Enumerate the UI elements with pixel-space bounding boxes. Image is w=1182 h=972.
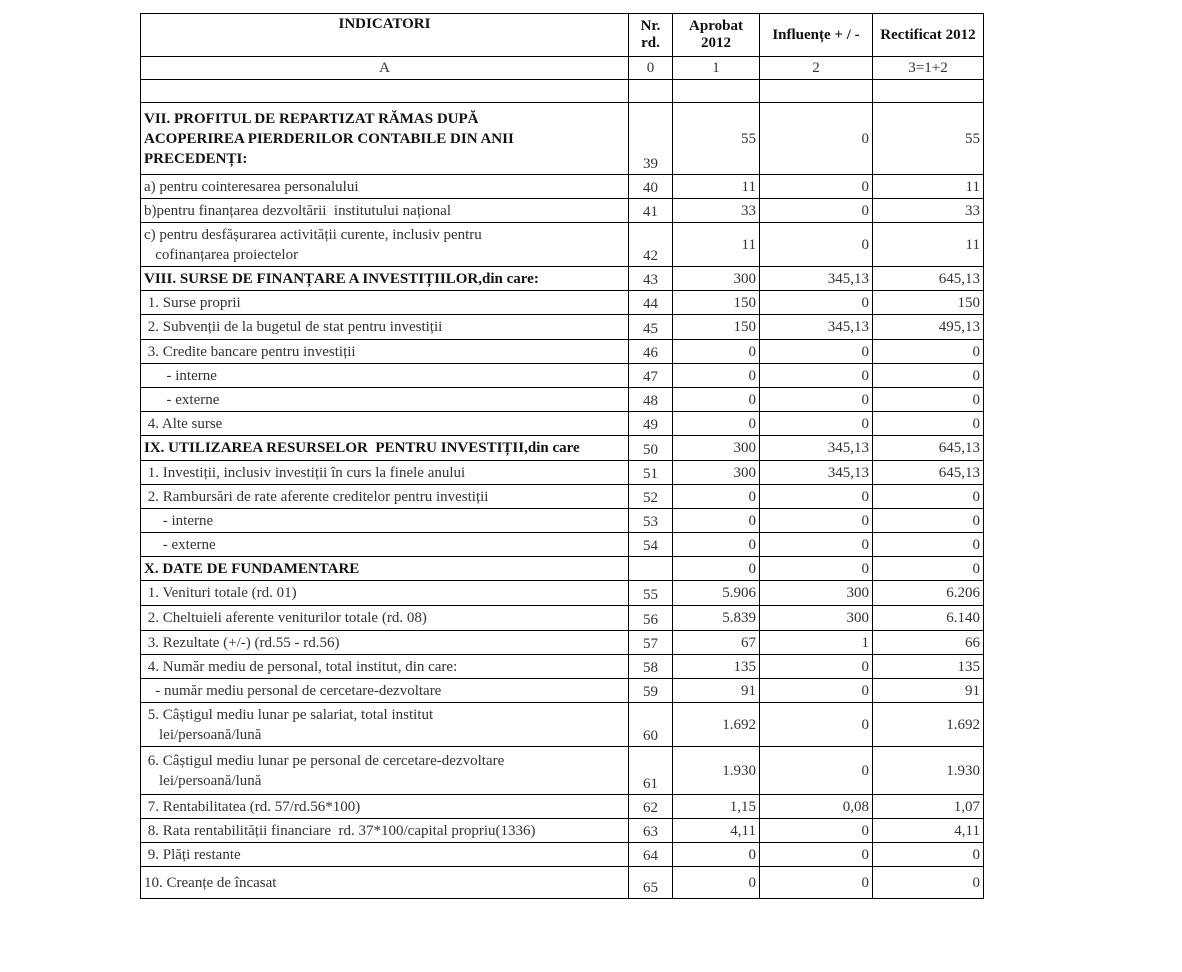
value-rectificat: 135: [873, 655, 984, 679]
indicator-label-line: 2. Cheltuieli aferente veniturilor totale (rd. 08): [144, 610, 427, 626]
table-row: [141, 340, 984, 364]
table-row: [141, 175, 984, 199]
indicator-label-line: 7. Rentabilitatea (rd. 57/rd.56*100): [144, 798, 361, 815]
financial-indicators-table: [140, 13, 984, 899]
indicator-label-line: VII. PROFITUL DE REPARTIZAT RĂMAS DUPĂ: [144, 110, 479, 127]
header-nr-line-1: Nr.: [640, 18, 661, 34]
row-number: 58: [629, 655, 673, 679]
value-aprobat: 1.692: [673, 703, 760, 747]
value-rectificat: 0: [873, 364, 984, 388]
value-influente: 0: [760, 679, 873, 703]
table-row: [141, 267, 984, 291]
value-aprobat: 0: [673, 340, 760, 364]
indicator-label-line: lei/persoană/lună: [144, 772, 262, 789]
table-row: [141, 557, 984, 581]
value-influente: 0: [760, 388, 873, 412]
value-aprobat: 5.906: [673, 581, 760, 606]
value-aprobat: 150: [673, 315, 760, 340]
value-influente: 0: [760, 509, 873, 533]
row-number: 65: [629, 867, 673, 899]
indicator-label-line: c) pentru desfășurarea activității curente, inclusiv pentru: [144, 226, 482, 243]
value-aprobat: 0: [673, 867, 760, 899]
indicator-label: [141, 606, 629, 631]
value-influente: 0: [760, 175, 873, 199]
indicator-label: [141, 199, 629, 223]
row-number: 48: [629, 388, 673, 412]
table-row: [141, 436, 984, 461]
value-aprobat: 0: [673, 412, 760, 436]
column-code-0: 0: [629, 57, 673, 80]
row-number: 50: [629, 436, 673, 461]
table-row: [141, 461, 984, 485]
indicator-label-line: a) pentru cointeresarea personalului: [144, 178, 359, 195]
spacer-cell: [629, 80, 673, 103]
value-rectificat: 150: [873, 291, 984, 315]
value-aprobat: 1,15: [673, 795, 760, 819]
indicator-label: [141, 412, 629, 436]
header-nr-rd: [629, 14, 673, 57]
column-code-3: 3=1+2: [873, 57, 984, 80]
value-influente: 345,13: [760, 461, 873, 485]
value-influente: 345,13: [760, 436, 873, 461]
value-aprobat: 1.930: [673, 747, 760, 795]
column-code-a: A: [141, 57, 629, 80]
table-row: [141, 315, 984, 340]
row-number: 43: [629, 267, 673, 291]
indicator-label-line: cofinanțarea proiectelor: [144, 246, 299, 263]
value-aprobat: 0: [673, 364, 760, 388]
indicator-label: [141, 388, 629, 412]
value-influente: 0: [760, 819, 873, 843]
value-influente: 0: [760, 364, 873, 388]
row-number: 56: [629, 606, 673, 631]
row-number: 51: [629, 461, 673, 485]
value-rectificat: 1,07: [873, 795, 984, 819]
value-rectificat: 1.692: [873, 703, 984, 747]
value-rectificat: 495,13: [873, 315, 984, 340]
value-aprobat: 0: [673, 533, 760, 557]
indicator-label-line: 1. Venituri totale (rd. 01): [144, 585, 297, 601]
indicator-label-line: 1. Investiții, inclusiv investiții în curs la finele anului: [144, 464, 466, 481]
value-aprobat: 0: [673, 388, 760, 412]
value-rectificat: 0: [873, 412, 984, 436]
row-number: 44: [629, 291, 673, 315]
indicator-label: [141, 436, 629, 461]
value-rectificat: 0: [873, 843, 984, 867]
indicator-label-line: 2. Subvenții de la bugetul de stat pentru investiții: [144, 319, 443, 335]
value-aprobat: 67: [673, 631, 760, 655]
indicator-label-line: - interne: [144, 512, 214, 529]
value-rectificat: 0: [873, 485, 984, 509]
indicator-label-line: 1. Surse proprii: [144, 294, 241, 311]
value-rectificat: 4,11: [873, 819, 984, 843]
value-rectificat: 0: [873, 388, 984, 412]
indicator-label: [141, 509, 629, 533]
table-row: [141, 795, 984, 819]
indicator-label: [141, 340, 629, 364]
indicator-label-line: 4. Alte surse: [144, 415, 223, 432]
value-rectificat: 91: [873, 679, 984, 703]
value-aprobat: 55: [673, 103, 760, 175]
indicator-label: [141, 631, 629, 655]
value-rectificat: 11: [873, 175, 984, 199]
spacer-cell: [141, 80, 629, 103]
indicator-label: [141, 485, 629, 509]
row-number: 53: [629, 509, 673, 533]
value-rectificat: 1.930: [873, 747, 984, 795]
value-aprobat: 300: [673, 436, 760, 461]
table-row: [141, 843, 984, 867]
table-row: [141, 703, 984, 747]
indicator-label-line: 3. Rezultate (+/-) (rd.55 - rd.56): [144, 634, 340, 651]
value-influente: 0: [760, 485, 873, 509]
row-number: 64: [629, 843, 673, 867]
value-influente: 0: [760, 291, 873, 315]
value-aprobat: 150: [673, 291, 760, 315]
indicator-label-line: ACOPERIREA PIERDERILOR CONTABILE DIN ANII: [144, 130, 514, 147]
row-number: 41: [629, 199, 673, 223]
value-rectificat: 0: [873, 867, 984, 899]
row-number: 60: [629, 703, 673, 747]
header-nr-line-2: rd.: [641, 35, 660, 51]
header-influente: Influențe + / -: [760, 14, 873, 57]
value-influente: 0: [760, 557, 873, 581]
indicator-label-line: X. DATE DE FUNDAMENTARE: [144, 560, 360, 577]
spacer-row: [141, 80, 984, 103]
value-aprobat: 0: [673, 485, 760, 509]
indicator-label: [141, 103, 629, 175]
value-rectificat: 33: [873, 199, 984, 223]
value-aprobat: 300: [673, 461, 760, 485]
spacer-cell: [873, 80, 984, 103]
value-influente: 0: [760, 703, 873, 747]
value-rectificat: 0: [873, 533, 984, 557]
table-row: [141, 606, 984, 631]
row-number: 46: [629, 340, 673, 364]
value-influente: 0: [760, 223, 873, 267]
indicator-label: [141, 655, 629, 679]
value-aprobat: 4,11: [673, 819, 760, 843]
table-row: [141, 533, 984, 557]
table-row: [141, 509, 984, 533]
spacer-cell: [673, 80, 760, 103]
indicator-label: [141, 315, 629, 340]
table-row: [141, 223, 984, 267]
value-aprobat: 0: [673, 557, 760, 581]
column-code-2: 2: [760, 57, 873, 80]
indicator-label: [141, 461, 629, 485]
table-row: [141, 747, 984, 795]
value-rectificat: 6.206: [873, 581, 984, 606]
table-row: [141, 291, 984, 315]
value-rectificat: 66: [873, 631, 984, 655]
value-influente: 0,08: [760, 795, 873, 819]
indicator-label-line: 8. Rata rentabilității financiare rd. 37*100/capital propriu(1336): [144, 822, 536, 839]
indicator-label-line: 9. Plăți restante: [144, 846, 241, 863]
value-rectificat: 0: [873, 509, 984, 533]
table-row: [141, 819, 984, 843]
value-influente: 1: [760, 631, 873, 655]
value-aprobat: 0: [673, 843, 760, 867]
table-row: [141, 199, 984, 223]
table-row: [141, 581, 984, 606]
spacer-cell: [760, 80, 873, 103]
indicator-label-line: - interne: [144, 367, 217, 384]
value-aprobat: 11: [673, 223, 760, 267]
indicator-label-line: VIII. SURSE DE FINANȚARE A INVESTIȚIILOR,din care:: [144, 270, 539, 287]
value-influente: 0: [760, 340, 873, 364]
row-number: 49: [629, 412, 673, 436]
indicator-label: [141, 843, 629, 867]
value-influente: 0: [760, 199, 873, 223]
indicator-label-line: 10. Creanțe de încasat: [144, 874, 277, 891]
row-number: 52: [629, 485, 673, 509]
row-number: 54: [629, 533, 673, 557]
value-rectificat: 0: [873, 340, 984, 364]
indicator-label: [141, 557, 629, 581]
table-row: [141, 412, 984, 436]
table-row: [141, 631, 984, 655]
value-rectificat: 645,13: [873, 267, 984, 291]
value-aprobat: 91: [673, 679, 760, 703]
table-row: [141, 485, 984, 509]
value-rectificat: 11: [873, 223, 984, 267]
value-influente: 300: [760, 581, 873, 606]
value-aprobat: 33: [673, 199, 760, 223]
row-number: 45: [629, 315, 673, 340]
value-aprobat: 135: [673, 655, 760, 679]
indicator-label-line: 5. Câștigul mediu lunar pe salariat, total institut: [144, 706, 434, 723]
indicator-label-line: PRECEDENȚI:: [144, 150, 248, 167]
indicator-label: [141, 364, 629, 388]
indicator-label-line: - externe: [144, 391, 220, 408]
row-number: 59: [629, 679, 673, 703]
table-row: [141, 655, 984, 679]
value-influente: 0: [760, 412, 873, 436]
value-rectificat: 0: [873, 557, 984, 581]
value-rectificat: 645,13: [873, 436, 984, 461]
value-influente: 0: [760, 867, 873, 899]
indicator-label-line: - număr mediu personal de cercetare-dezvoltare: [144, 682, 442, 699]
indicator-label-line: IX. UTILIZAREA RESURSELOR PENTRU INVESTIȚII,din care: [144, 440, 580, 456]
row-number: 57: [629, 631, 673, 655]
value-influente: 0: [760, 843, 873, 867]
indicator-label: [141, 533, 629, 557]
header-aprobat-line-1: Aprobat: [689, 18, 743, 34]
row-number: 40: [629, 175, 673, 199]
row-number: 42: [629, 223, 673, 267]
value-aprobat: 11: [673, 175, 760, 199]
row-number: 61: [629, 747, 673, 795]
column-code-row: [141, 57, 984, 80]
table-row: [141, 388, 984, 412]
row-number: [629, 557, 673, 581]
value-influente: 345,13: [760, 267, 873, 291]
table-row: [141, 867, 984, 899]
header-indicatori: INDICATORI: [141, 14, 629, 57]
row-number: 55: [629, 581, 673, 606]
value-influente: 300: [760, 606, 873, 631]
header-aprobat: [673, 14, 760, 57]
indicator-label: [141, 175, 629, 199]
indicator-label-line: - externe: [144, 536, 216, 553]
indicator-label-line: 4. Număr mediu de personal, total institut, din care:: [144, 658, 458, 675]
indicator-label-line: lei/persoană/lună: [144, 726, 262, 743]
value-influente: 345,13: [760, 315, 873, 340]
indicator-label-line: 3. Credite bancare pentru investiții: [144, 343, 356, 360]
header-rectificat: Rectificat 2012: [873, 14, 984, 57]
value-influente: 0: [760, 747, 873, 795]
indicator-label-line: 2. Rambursări de rate aferente creditelor pentru investiții: [144, 488, 489, 505]
value-aprobat: 300: [673, 267, 760, 291]
value-influente: 0: [760, 533, 873, 557]
indicator-label: [141, 747, 629, 795]
table-row: [141, 679, 984, 703]
row-number: 62: [629, 795, 673, 819]
column-code-1: 1: [673, 57, 760, 80]
value-aprobat: 0: [673, 509, 760, 533]
indicator-label: [141, 581, 629, 606]
indicator-label-line: b)pentru finanțarea dezvoltării institutului național: [144, 202, 451, 219]
header-aprobat-line-2: 2012: [701, 35, 731, 51]
value-aprobat: 5.839: [673, 606, 760, 631]
indicator-label: [141, 703, 629, 747]
header-row: [141, 14, 984, 57]
indicator-label: [141, 267, 629, 291]
value-rectificat: 645,13: [873, 461, 984, 485]
indicator-label-line: 6. Câștigul mediu lunar pe personal de cercetare-dezvoltare: [144, 752, 505, 769]
indicator-label: [141, 223, 629, 267]
indicator-label: [141, 679, 629, 703]
indicator-label: [141, 819, 629, 843]
indicator-label: [141, 795, 629, 819]
row-number: 47: [629, 364, 673, 388]
row-number: 39: [629, 103, 673, 175]
value-rectificat: 55: [873, 103, 984, 175]
indicator-label: [141, 291, 629, 315]
value-influente: 0: [760, 103, 873, 175]
row-number: 63: [629, 819, 673, 843]
value-influente: 0: [760, 655, 873, 679]
value-rectificat: 6.140: [873, 606, 984, 631]
table-row: [141, 103, 984, 175]
indicator-label: [141, 867, 629, 899]
table-row: [141, 364, 984, 388]
